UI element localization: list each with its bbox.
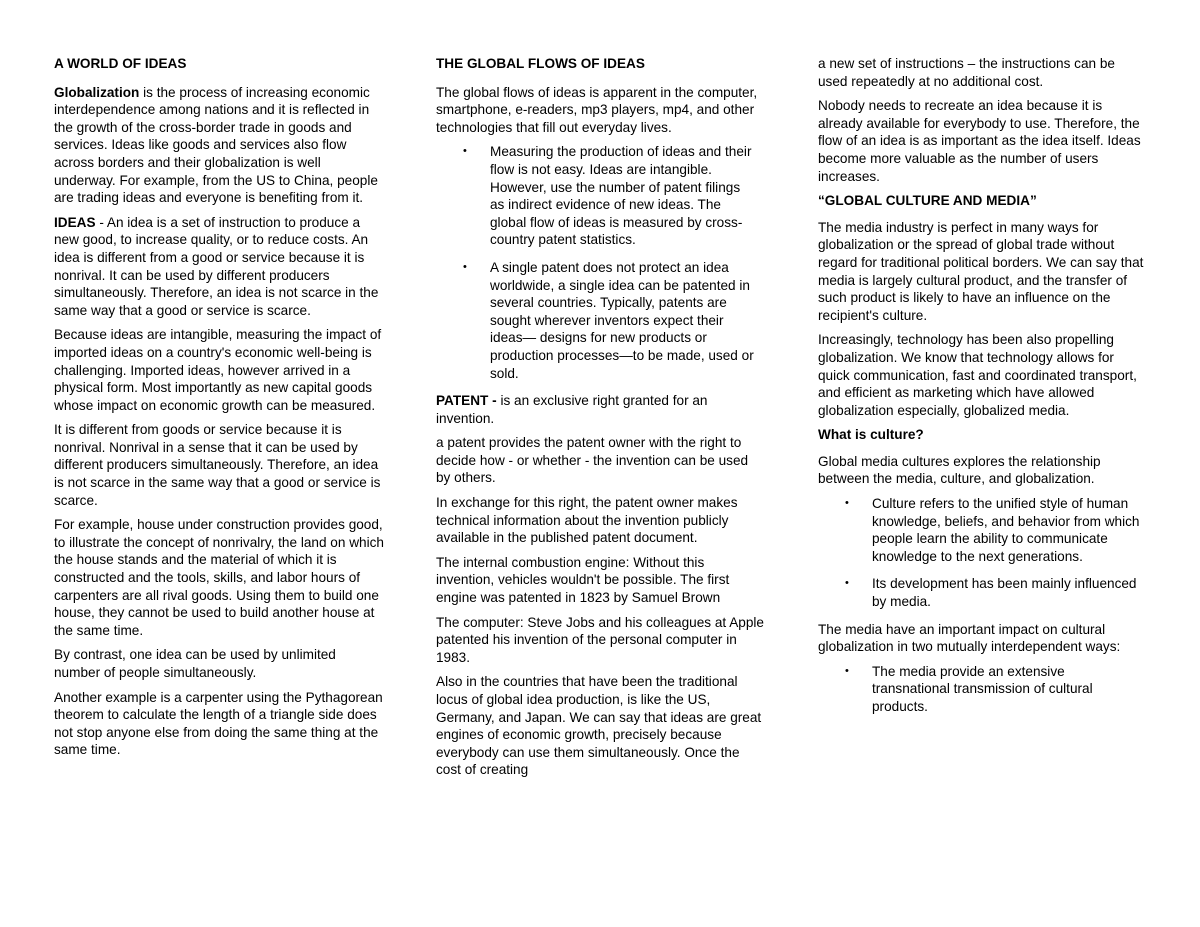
paragraph-patent-definition [436, 392, 766, 427]
paragraph-continued: a new set of instructions – the instructions can be used repeatedly at no additional cost. [818, 56, 1115, 89]
column-2 [436, 55, 766, 786]
section-heading-global-culture: “GLOBAL CULTURE AND MEDIA” [818, 193, 1037, 209]
list-item-text: A single patent does not protect an idea worldwide, a single idea can be patented in several countries. Typically, patents are sought wherever inventors expect their ideas— designs for new products or production processes—to be made, used or sold. [490, 259, 754, 381]
paragraph-intangible: Because ideas are intangible, measuring the impact of imported ideas on a country's economic well-being is challenging. Imported ideas, however arrived in a physical form. Most importantly as new capital goods whose impact on economic growth can be measured. [54, 327, 382, 413]
paragraph-ideas-definition [54, 214, 384, 320]
term-globalization: Globalization [54, 84, 140, 100]
section-heading-what-is-culture: What is culture? [818, 427, 924, 443]
bullet-icon: • [845, 497, 849, 510]
paragraph-computer: The computer: Steve Jobs and his colleagues at Apple patented his invention of the personal computer in 1983. [436, 614, 764, 665]
list-item [818, 663, 1144, 716]
list-item-text: The media provide an extensive transnational transmission of cultural products. [872, 663, 1093, 714]
term-ideas: IDEAS [54, 214, 96, 230]
list-item [436, 143, 766, 249]
paragraph-text: is an exclusive right granted for an invention. [436, 393, 708, 426]
section-heading-global-flows: THE GLOBAL FLOWS OF IDEAS [436, 56, 645, 71]
list-item-text: Culture refers to the unified style of human knowledge, beliefs, and behavior from which people learn the ability to communicate knowledge to the next generations. [872, 496, 1140, 564]
paragraph-patent-right: a patent provides the patent owner with the right to decide how - or whether - the invention can be used by others. [436, 435, 749, 486]
bullet-icon: • [845, 664, 849, 677]
bullet-list-patents [436, 143, 766, 382]
paragraph-combustion-engine: The internal combustion engine: Without this invention, vehicles wouldn't be possible. The first engine was patented in 1823 by Samuel Brown [436, 554, 730, 606]
paragraph-global-flows: The global flows of ideas is apparent in the computer, smartphone, e-readers, mp3 players, mp4, and other technologies that fill out everyday lives. [436, 84, 758, 135]
paragraph-countries: Also in the countries that have been the traditional locus of global idea production, is like the US, Germany, and Japan. We can say that ideas are great engines of economic growth, precisely because everybody can use them simultaneously. Once the cost of creating [436, 674, 762, 778]
paragraph-media-industry: The media industry is perfect in many ways for globalization or the spread of global trade without regard for traditional political borders. We can say that media is largely cultural product, and the transfer of such product is likely to have an influence on the recipient's culture. [818, 219, 1144, 323]
paragraph-technology: Increasingly, technology has been also propelling globalization. We know that technology allows for quick communication, fast and coordinated transport, and efficient as marketing which have allowed globalization especially, globalized media. [818, 332, 1137, 418]
paragraph-exchange: In exchange for this right, the patent owner makes technical information about the invention publicly available in the published patent document. [436, 495, 738, 546]
paragraph-house-example: For example, house under construction provides good, to illustrate the concept of nonrivalry, the land on which the house stands and the material of which it is constructed and the tools, skills, and labor hours of carpenters are all rival goods. Using them to build one house, they cannot be used to build another house at the same time. [54, 517, 384, 638]
column-3 [818, 55, 1144, 726]
paragraph-text: is the process of increasing economic interdependence among nations and it is reflected in the growth of the cross-border trade in goods and services. Ideas like goods and services also flow across borders and their globalization is well underway. For example, from the US to China, people are trading ideas and everyone is benefiting from it. [54, 84, 378, 206]
paragraph-text: - An idea is a set of instruction to produce a new good, to increase quality, or to reduce costs. An idea is different from a good or service because it is nonrival. It can be used by different producers simultaneously. Therefore, an idea is not scarce in the same way that a good or service is scarce. [54, 214, 379, 318]
section-heading-world-of-ideas: A WORLD OF IDEAS [54, 56, 187, 71]
paragraph-pythagorean: Another example is a carpenter using the Pythagorean theorem to calculate the length of a triangle side does not stop anyone else from doing the same thing at the same time. [54, 689, 383, 758]
bullet-list-media [818, 663, 1144, 716]
bullet-icon: • [463, 260, 467, 273]
paragraph-global-media-cultures: Global media cultures explores the relationship between the media, culture, and globalization. [818, 453, 1101, 487]
bullet-icon: • [845, 577, 849, 590]
term-patent: PATENT - [436, 393, 497, 409]
bullet-list-culture [818, 495, 1144, 611]
column-1 [54, 55, 384, 766]
list-item [818, 495, 1144, 565]
paragraph-media-impact: The media have an important impact on cultural globalization in two mutually interdependent ways: [818, 621, 1121, 655]
paragraph-nobody-recreate: Nobody needs to recreate an idea because it is already available for everybody to use. Therefore, the flow of an idea is as important as the idea itself. Ideas become more valuable as the number of users increases. [818, 98, 1141, 184]
list-item-text: Measuring the production of ideas and their flow is not easy. Ideas are intangible. However, use the number of patent filings as indirect evidence of new ideas. The global flow of ideas is measured by cross-country patent statistics. [490, 144, 752, 248]
paragraph-contrast: By contrast, one idea can be used by unlimited number of people simultaneously. [54, 647, 336, 680]
paragraph-nonrival: It is different from goods or service because it is nonrival. Nonrival in a sense that it can be used by different producers simultaneously. Therefore, an idea is not scarce in the same way that a good or service is scarce. [54, 422, 381, 508]
bullet-icon: • [463, 145, 467, 158]
paragraph-globalization [54, 84, 384, 207]
list-item [818, 575, 1144, 610]
list-item-text: Its development has been mainly influenced by media. [872, 576, 1137, 610]
list-item [436, 259, 766, 382]
